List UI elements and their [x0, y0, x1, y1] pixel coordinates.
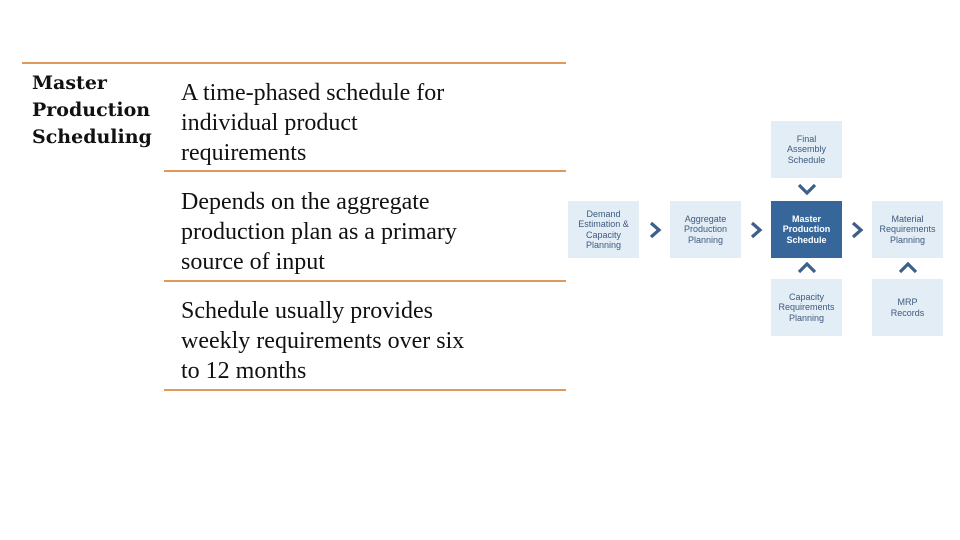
- box-line: Estimation &: [578, 219, 629, 229]
- chevron-down-icon: [797, 182, 817, 195]
- chevron-right-icon: [749, 221, 763, 239]
- bullet-line: production plan as a primary: [181, 219, 457, 245]
- rule-bullet-2: [164, 280, 566, 282]
- rule-bottom: [164, 389, 566, 391]
- box-line: MRP: [897, 297, 918, 307]
- box-line: Capacity: [788, 291, 824, 302]
- rule-bullet-1: [164, 170, 566, 172]
- box-line: Production: [782, 224, 831, 235]
- bullet-line: source of input: [181, 249, 325, 275]
- box-line: Planning: [788, 312, 825, 323]
- rule-top: [22, 62, 566, 64]
- box-capacity-requirements: [771, 279, 842, 336]
- box-line: Capacity: [585, 229, 621, 240]
- box-line: Aggregate: [684, 213, 727, 224]
- box-line: Material: [891, 213, 924, 224]
- box-mrp-records: [872, 279, 943, 336]
- box-line: Schedule: [786, 234, 827, 245]
- bullet-line: Depends on the aggregate: [181, 189, 430, 215]
- box-line: Production: [683, 224, 728, 235]
- chevron-right-icon: [648, 221, 662, 239]
- bullet-line: Schedule usually provides: [181, 298, 433, 324]
- box-line: Schedule: [787, 154, 826, 165]
- box-aggregate-planning: [670, 201, 741, 258]
- box-line: Requirements: [778, 302, 835, 313]
- box-line: Assembly: [786, 144, 826, 155]
- heading-line: Master: [32, 72, 107, 94]
- bullet-line: to 12 months: [181, 358, 307, 384]
- box-master-schedule: [771, 201, 842, 258]
- box-line: Master: [791, 213, 821, 224]
- box-line: Planning: [889, 234, 926, 245]
- bullet-line: weekly requirements over six: [181, 328, 465, 354]
- section-heading: [32, 70, 167, 151]
- box-final-assembly: [771, 121, 842, 178]
- bullet-line: A time-phased schedule for: [181, 80, 445, 106]
- box-demand-estimation: [568, 201, 639, 258]
- box-line: Records: [890, 307, 925, 318]
- box-line: Requirements: [879, 224, 936, 235]
- bullet-line: individual product: [181, 110, 358, 136]
- box-material-requirements: [872, 201, 943, 258]
- box-line: Planning: [585, 240, 622, 250]
- bullet-3: [181, 296, 561, 386]
- bullet-2: [181, 187, 561, 277]
- box-line: Demand: [586, 208, 621, 219]
- heading-line: Scheduling: [32, 126, 152, 148]
- bullet-line: requirements: [181, 140, 307, 166]
- chevron-up-icon: [797, 262, 817, 275]
- bullet-1: [181, 78, 561, 168]
- chevron-right-icon: [850, 221, 864, 239]
- chevron-up-icon: [898, 262, 918, 275]
- heading-line: Production: [32, 99, 151, 121]
- box-line: Planning: [687, 234, 724, 245]
- box-line: Final: [796, 133, 817, 144]
